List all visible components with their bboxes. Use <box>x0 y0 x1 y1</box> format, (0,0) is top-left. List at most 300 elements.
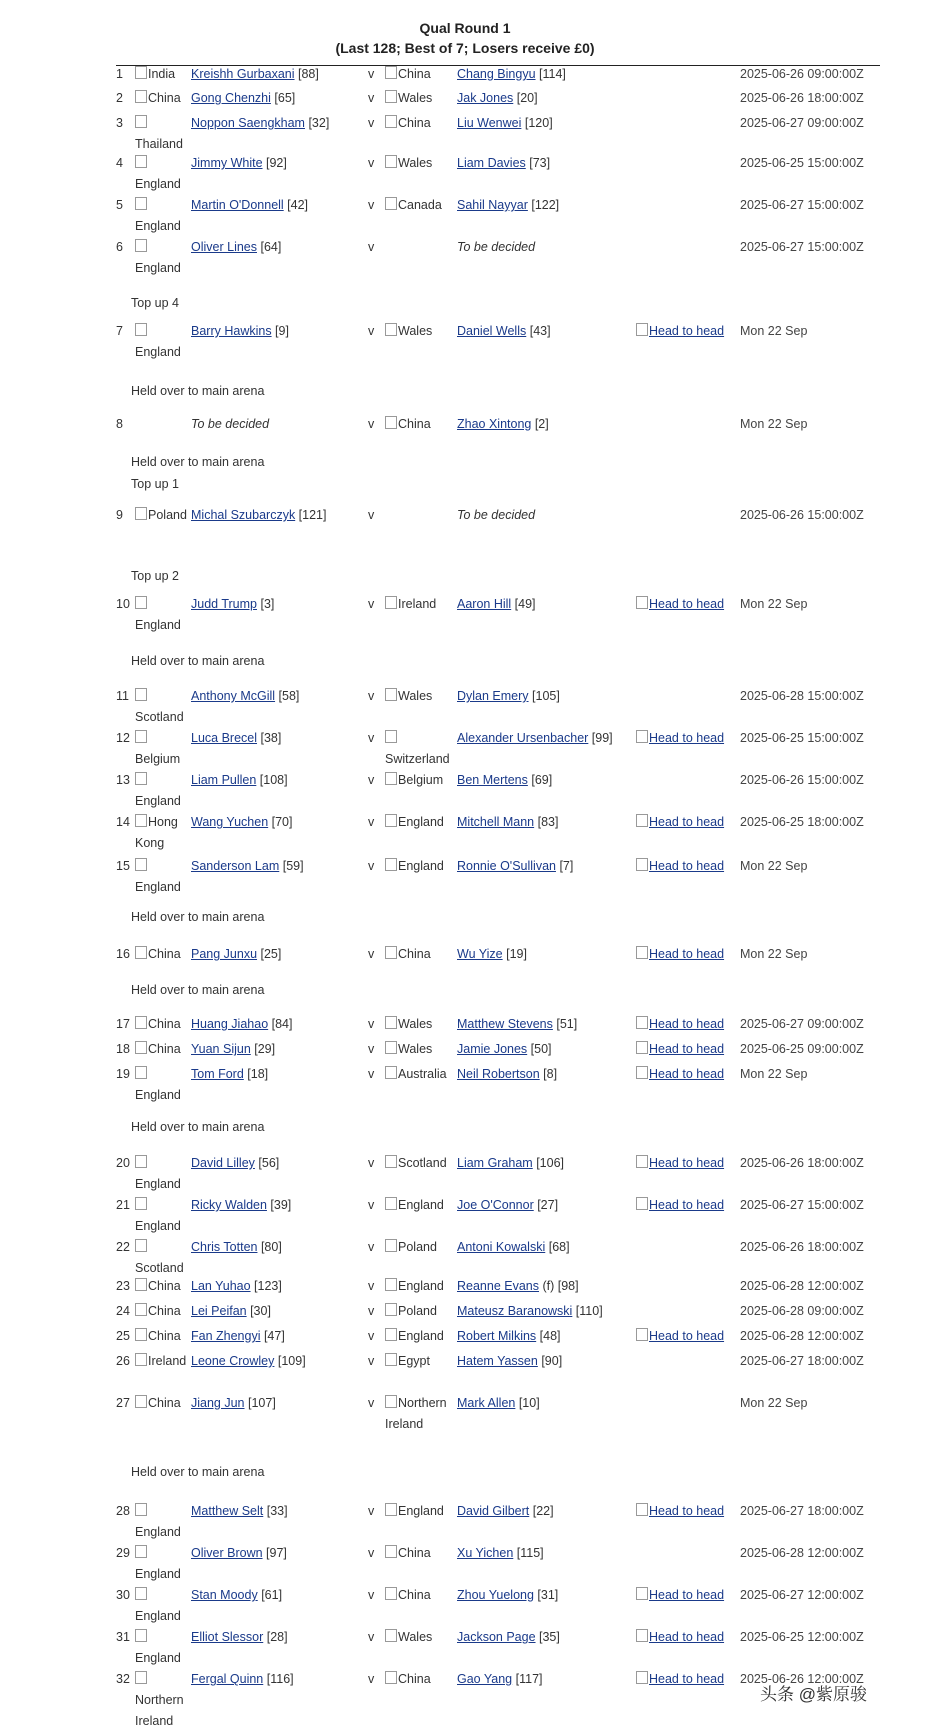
match-number: 6 <box>116 240 123 254</box>
head-to-head-link[interactable]: Head to head <box>636 1039 724 1060</box>
flag-image <box>385 1585 455 1606</box>
player-one <box>191 505 326 526</box>
flag-alt-text: Poland <box>148 508 187 522</box>
head-to-head-link[interactable]: Head to head <box>636 1326 724 1347</box>
player-one <box>191 1393 276 1414</box>
player-seed: [121] <box>295 508 327 522</box>
flag-image <box>135 1301 187 1322</box>
player-link[interactable]: Matthew Selt <box>191 1504 264 1518</box>
versus-label: v <box>368 1198 375 1212</box>
versus-label: v <box>368 1546 375 1560</box>
player-two <box>457 1669 543 1690</box>
player-link[interactable]: Huang Jiahao <box>191 1017 269 1031</box>
versus-label: v <box>368 597 375 611</box>
flag-alt-text: Ireland <box>398 597 437 611</box>
match-note: Held over to main arena <box>131 983 265 997</box>
player-link[interactable]: Martin O'Donnell <box>191 198 284 212</box>
player-two <box>457 1014 577 1035</box>
match-time: 2025-06-27 12:00:00Z <box>740 1588 864 1602</box>
match-number: 5 <box>116 198 123 212</box>
player-seed: [27] <box>533 1198 559 1212</box>
player-seed: [42] <box>283 198 309 212</box>
versus-label: v <box>368 1396 375 1410</box>
flag-alt-text: Wales <box>398 1042 433 1056</box>
flag-image <box>135 770 187 812</box>
versus-label: v <box>368 859 375 873</box>
player-one <box>191 812 292 833</box>
flag-alt-text: China <box>148 91 181 105</box>
flag-image <box>135 1627 187 1669</box>
player-seed: [114] <box>535 67 566 81</box>
flag-image <box>385 1301 455 1322</box>
flag-alt-text: England <box>135 219 181 233</box>
player-one <box>191 1351 306 1372</box>
player-seed: [58] <box>275 689 300 703</box>
match-number: 8 <box>116 417 123 431</box>
flag-image <box>385 770 455 791</box>
match-number: 29 <box>116 1546 130 1560</box>
player-seed: [43] <box>526 324 551 338</box>
match-note: Held over to main arena <box>131 455 265 469</box>
player-seed: [123] <box>250 1279 282 1293</box>
flag-alt-text: China <box>398 116 431 130</box>
player-two <box>457 770 552 791</box>
versus-label: v <box>368 1042 375 1056</box>
match-time: Mon 22 Sep <box>740 859 808 873</box>
flag-image <box>135 1669 187 1732</box>
player-link[interactable]: Wang Yuchen <box>191 815 269 829</box>
player-seed: [7] <box>555 859 574 873</box>
player-seed: [99] <box>588 731 613 745</box>
flag-image <box>135 1039 187 1060</box>
versus-label: v <box>368 1588 375 1602</box>
match-time: Mon 22 Sep <box>740 324 808 338</box>
player-link[interactable]: Jak Jones <box>457 91 514 105</box>
player-link[interactable]: Joe O'Connor <box>457 1198 534 1212</box>
flag-alt-text: England <box>135 1088 181 1102</box>
flag-image <box>385 1276 455 1297</box>
player-two <box>457 321 551 342</box>
player-link[interactable]: Liam Davies <box>457 156 526 170</box>
player-seed: [115] <box>513 1546 544 1560</box>
player-link[interactable]: Tom Ford <box>191 1067 244 1081</box>
flag-alt-text: Belgium <box>398 773 444 787</box>
flag-alt-text: England <box>398 1279 444 1293</box>
match-time: 2025-06-25 15:00:00Z <box>740 731 864 745</box>
player-two <box>457 1039 552 1060</box>
flag-alt-text: China <box>148 1329 181 1343</box>
player-two <box>457 728 613 749</box>
flag-alt-text: Egypt <box>398 1354 430 1368</box>
player-link[interactable]: Luca Brecel <box>191 731 258 745</box>
match-time: Mon 22 Sep <box>740 1067 808 1081</box>
flag-alt-text: England <box>135 1567 181 1581</box>
head-to-head-link[interactable]: Head to head <box>636 812 724 833</box>
flag-alt-text: China <box>398 1546 431 1560</box>
player-link[interactable]: Zhou Yuelong <box>457 1588 534 1602</box>
flag-alt-text: India <box>148 67 176 81</box>
flag-image <box>135 812 187 854</box>
player-seed: [61] <box>257 1588 283 1602</box>
player-seed: [10] <box>515 1396 540 1410</box>
player-two <box>457 1237 570 1258</box>
player-seed: [97] <box>262 1546 287 1560</box>
player-link[interactable]: Gao Yang <box>457 1672 513 1686</box>
match-time: 2025-06-25 15:00:00Z <box>740 156 864 170</box>
match-time: 2025-06-27 15:00:00Z <box>740 240 864 254</box>
match-time: Mon 22 Sep <box>740 1396 808 1410</box>
flag-alt-text: Scotland <box>135 1261 184 1275</box>
player-one <box>191 1014 292 1035</box>
flag-image <box>385 64 455 85</box>
player-seed: [107] <box>244 1396 276 1410</box>
head-to-head-link[interactable]: Head to head <box>636 1669 724 1690</box>
player-one <box>191 1153 279 1174</box>
player-two <box>457 1064 557 1085</box>
player-link[interactable]: Chang Bingyu <box>457 67 536 81</box>
player-two <box>457 1627 560 1648</box>
player-link[interactable]: Oliver Brown <box>191 1546 263 1560</box>
flag-image <box>385 728 455 770</box>
flag-image <box>135 944 187 965</box>
player-link[interactable]: Ricky Walden <box>191 1198 267 1212</box>
player-link[interactable]: Liam Pullen <box>191 773 257 787</box>
flag-image <box>385 856 455 877</box>
player-two <box>457 944 527 965</box>
player-two <box>457 88 538 109</box>
flag-alt-text: Wales <box>398 1630 433 1644</box>
player-link[interactable]: Elliot Slessor <box>191 1630 264 1644</box>
flag-image <box>135 195 187 237</box>
player-link[interactable]: Michal Szubarczyk <box>191 508 296 522</box>
match-note: Held over to main arena <box>131 384 265 398</box>
player-link[interactable]: Alexander Ursenbacher <box>457 731 589 745</box>
flag-image <box>135 1195 187 1237</box>
player-link[interactable]: Jamie Jones <box>457 1042 528 1056</box>
flag-image <box>385 1014 455 1035</box>
match-time: 2025-06-27 09:00:00Z <box>740 1017 864 1031</box>
player-seed: [28] <box>263 1630 288 1644</box>
player-seed: [51] <box>552 1017 578 1031</box>
head-to-head-link[interactable]: Head to head <box>636 1064 724 1085</box>
player-seed: [59] <box>279 859 304 873</box>
player-link[interactable]: Pang Junxu <box>191 947 258 961</box>
flag-image <box>135 153 187 195</box>
versus-label: v <box>368 689 375 703</box>
player-link[interactable]: Oliver Lines <box>191 240 257 254</box>
player-link[interactable]: Stan Moody <box>191 1588 258 1602</box>
flag-image <box>385 1153 455 1174</box>
match-note: Held over to main arena <box>131 654 265 668</box>
flag-alt-text: England <box>135 1525 181 1539</box>
player-link[interactable]: Mitchell Mann <box>457 815 535 829</box>
player-one <box>191 944 281 965</box>
player-one <box>191 321 289 342</box>
match-number: 9 <box>116 508 123 522</box>
head-to-head-link[interactable]: Head to head <box>636 856 724 877</box>
player-one <box>191 728 281 749</box>
player-seed: [19] <box>502 947 527 961</box>
flag-alt-text: Wales <box>398 156 433 170</box>
player-link[interactable]: Kreishh Gurbaxani <box>191 67 295 81</box>
flag-alt-text: England <box>135 1609 181 1623</box>
player-seed: [20] <box>513 91 538 105</box>
head-to-head-link[interactable]: Head to head <box>636 944 724 965</box>
player-one <box>191 113 329 134</box>
player-one <box>191 856 304 877</box>
player-one <box>191 64 319 85</box>
flag-alt-text: England <box>398 1504 444 1518</box>
player-link[interactable]: Gong Chenzhi <box>191 91 271 105</box>
match-time: 2025-06-25 12:00:00Z <box>740 1630 864 1644</box>
player-link[interactable]: David Lilley <box>191 1156 255 1170</box>
flag-image <box>385 1501 455 1522</box>
player-seed: [2] <box>531 417 549 431</box>
player-link[interactable]: Mark Allen <box>457 1396 516 1410</box>
flag-alt-text: Thailand <box>135 137 183 151</box>
player-link[interactable]: Lei Peifan <box>191 1304 247 1318</box>
flag-alt-text: China <box>398 67 431 81</box>
player-seed: [106] <box>532 1156 565 1170</box>
player-one <box>191 1585 282 1606</box>
versus-label: v <box>368 240 375 254</box>
player-link[interactable]: Yuan Sijun <box>191 1042 251 1056</box>
player-link[interactable]: Chris Totten <box>191 1240 258 1254</box>
flag-image <box>385 1326 455 1347</box>
player-seed: [110] <box>572 1304 603 1318</box>
flag-image <box>135 505 187 526</box>
flag-alt-text: China <box>398 417 431 431</box>
player-seed: [122] <box>527 198 560 212</box>
flag-alt-text: England <box>398 815 444 829</box>
match-time: 2025-06-27 09:00:00Z <box>740 116 864 130</box>
flag-alt-text: China <box>148 947 181 961</box>
versus-label: v <box>368 1630 375 1644</box>
player-link[interactable]: Liam Graham <box>457 1156 533 1170</box>
match-time: 2025-06-26 09:00:00Z <box>740 67 864 81</box>
player-seed: [70] <box>268 815 293 829</box>
match-time: 2025-06-27 18:00:00Z <box>740 1354 864 1368</box>
flag-image <box>135 856 187 898</box>
head-to-head-link[interactable]: Head to head <box>636 321 724 342</box>
player-link[interactable]: Aaron Hill <box>457 597 512 611</box>
player-link[interactable]: Jiang Jun <box>191 1396 245 1410</box>
player-seed: [80] <box>257 1240 282 1254</box>
player-seed: [105] <box>528 689 560 703</box>
match-note: Top up 2 <box>131 569 179 583</box>
player-seed: [33] <box>263 1504 288 1518</box>
flag-alt-text: Northern Ireland <box>385 1396 447 1431</box>
player-seed: [9] <box>271 324 289 338</box>
flag-image <box>135 113 187 155</box>
flag-alt-text: Australia <box>398 1067 447 1081</box>
match-number: 14 <box>116 815 130 829</box>
flag-image <box>135 1393 187 1414</box>
match-time: 2025-06-28 12:00:00Z <box>740 1329 864 1343</box>
flag-image <box>135 1585 187 1627</box>
player-link[interactable]: Reanne Evans <box>457 1279 540 1293</box>
player-link[interactable]: Robert Milkins <box>457 1329 537 1343</box>
head-to-head-link[interactable]: Head to head <box>636 594 724 615</box>
flag-alt-text: Wales <box>398 324 433 338</box>
match-time: 2025-06-26 18:00:00Z <box>740 1240 864 1254</box>
player-seed: (f) [98] <box>539 1279 579 1293</box>
player-one <box>191 1276 282 1297</box>
flag-alt-text: China <box>148 1017 181 1031</box>
player-one <box>191 1064 268 1085</box>
match-number: 22 <box>116 1240 130 1254</box>
player-seed: [83] <box>534 815 559 829</box>
flag-alt-text: England <box>135 1177 181 1191</box>
player-link[interactable]: Zhao Xintong <box>457 417 532 431</box>
head-to-head-link[interactable]: Head to head <box>636 1627 724 1648</box>
player-link[interactable]: Judd Trump <box>191 597 258 611</box>
match-number: 19 <box>116 1067 130 1081</box>
player-seed: [29] <box>250 1042 276 1056</box>
player-one <box>191 1627 288 1648</box>
player-link[interactable]: Lan Yuhao <box>191 1279 251 1293</box>
flag-image <box>135 728 187 770</box>
versus-label: v <box>368 815 375 829</box>
player-link[interactable]: Anthony McGill <box>191 689 276 703</box>
flag-alt-text: Scotland <box>398 1156 447 1170</box>
match-note: Held over to main arena <box>131 1465 265 1479</box>
flag-image <box>135 1501 187 1543</box>
player-link[interactable]: Noppon Saengkham <box>191 116 305 130</box>
match-note: Top up 1 <box>131 477 179 491</box>
flag-image <box>385 1669 455 1690</box>
player-link[interactable]: Daniel Wells <box>457 324 527 338</box>
head-to-head-link[interactable]: Head to head <box>636 1501 724 1522</box>
flag-alt-text: Northern Ireland <box>135 1693 184 1728</box>
flag-image <box>385 1351 455 1372</box>
player-link[interactable]: Sahil Nayyar <box>457 198 528 212</box>
match-number: 1 <box>116 67 123 81</box>
flag-alt-text: England <box>135 794 181 808</box>
flag-alt-text: England <box>135 618 181 632</box>
flag-alt-text: China <box>148 1279 181 1293</box>
player-seed: [50] <box>527 1042 552 1056</box>
player-link[interactable]: Matthew Stevens <box>457 1017 553 1031</box>
page-title: Qual Round 1 <box>419 20 511 36</box>
match-time: 2025-06-25 18:00:00Z <box>740 815 864 829</box>
match-time: 2025-06-26 18:00:00Z <box>740 91 864 105</box>
flag-image <box>385 944 455 965</box>
player-link[interactable]: Ronnie O'Sullivan <box>457 859 556 873</box>
match-number: 13 <box>116 773 130 787</box>
match-time: Mon 22 Sep <box>740 417 808 431</box>
flag-alt-text: Belgium <box>135 752 181 766</box>
player-link[interactable]: Leone Crowley <box>191 1354 275 1368</box>
match-number: 4 <box>116 156 123 170</box>
player-one <box>191 594 274 615</box>
flag-alt-text: China <box>148 1396 181 1410</box>
flag-image <box>385 1064 455 1085</box>
flag-image <box>385 1543 455 1564</box>
versus-label: v <box>368 1017 375 1031</box>
player-two <box>457 812 558 833</box>
match-time: 2025-06-26 15:00:00Z <box>740 508 864 522</box>
flag-image <box>135 1543 187 1585</box>
match-number: 16 <box>116 947 130 961</box>
player-link[interactable]: Dylan Emery <box>457 689 529 703</box>
player-seed: [92] <box>262 156 287 170</box>
flag-alt-text: England <box>398 1198 444 1212</box>
head-to-head-link[interactable]: Head to head <box>636 728 724 749</box>
player-link[interactable]: David Gilbert <box>457 1504 530 1518</box>
player-link[interactable]: Fan Zhengyi <box>191 1329 261 1343</box>
versus-label: v <box>368 1304 375 1318</box>
player-one <box>191 414 269 435</box>
versus-label: v <box>368 1504 375 1518</box>
head-to-head-link[interactable]: Head to head <box>636 1014 724 1035</box>
flag-image <box>135 594 187 636</box>
player-seed: [64] <box>257 240 282 254</box>
player-link[interactable]: Neil Robertson <box>457 1067 540 1081</box>
player-link[interactable]: Hatem Yassen <box>457 1354 538 1368</box>
player-link[interactable]: Ben Mertens <box>457 773 528 787</box>
player-seed: [49] <box>511 597 536 611</box>
flag-image <box>385 321 455 342</box>
flag-alt-text: China <box>398 1672 431 1686</box>
versus-label: v <box>368 116 375 130</box>
player-link[interactable]: Jimmy White <box>191 156 263 170</box>
match-number: 21 <box>116 1198 130 1212</box>
flag-alt-text: England <box>135 880 181 894</box>
match-time: Mon 22 Sep <box>740 947 808 961</box>
versus-label: v <box>368 1067 375 1081</box>
player-link[interactable]: Jackson Page <box>457 1630 536 1644</box>
head-to-head-link[interactable]: Head to head <box>636 1153 724 1174</box>
match-number: 20 <box>116 1156 130 1170</box>
to-be-decided: To be decided <box>457 240 536 254</box>
player-seed: [25] <box>257 947 282 961</box>
player-one <box>191 686 299 707</box>
player-seed: [109] <box>274 1354 306 1368</box>
match-note: Top up 4 <box>131 296 179 310</box>
player-link[interactable]: Wu Yize <box>457 947 503 961</box>
player-link[interactable]: Sanderson Lam <box>191 859 280 873</box>
player-two <box>457 64 566 85</box>
match-number: 23 <box>116 1279 130 1293</box>
player-two <box>457 505 535 526</box>
player-link[interactable]: Xu Yichen <box>457 1546 514 1560</box>
match-number: 25 <box>116 1329 130 1343</box>
match-number: 24 <box>116 1304 130 1318</box>
flag-image <box>135 237 187 279</box>
player-link[interactable]: Fergal Quinn <box>191 1672 264 1686</box>
flag-image <box>135 88 187 109</box>
player-seed: [117] <box>512 1672 543 1686</box>
flag-alt-text: Poland <box>398 1240 437 1254</box>
player-link[interactable]: Antoni Kowalski <box>457 1240 546 1254</box>
head-to-head-link[interactable]: Head to head <box>636 1585 724 1606</box>
versus-label: v <box>368 1240 375 1254</box>
player-seed: [73] <box>525 156 551 170</box>
player-one <box>191 1543 287 1564</box>
player-link[interactable]: Mateusz Baranowski <box>457 1304 573 1318</box>
match-number: 12 <box>116 731 130 745</box>
player-seed: [65] <box>270 91 296 105</box>
player-link[interactable]: Liu Wenwei <box>457 116 522 130</box>
player-two <box>457 1351 562 1372</box>
player-link[interactable]: Barry Hawkins <box>191 324 272 338</box>
head-to-head-link[interactable]: Head to head <box>636 1195 724 1216</box>
versus-label: v <box>368 1672 375 1686</box>
player-seed: [56] <box>254 1156 280 1170</box>
flag-alt-text: England <box>135 261 181 275</box>
flag-image <box>135 1351 187 1372</box>
